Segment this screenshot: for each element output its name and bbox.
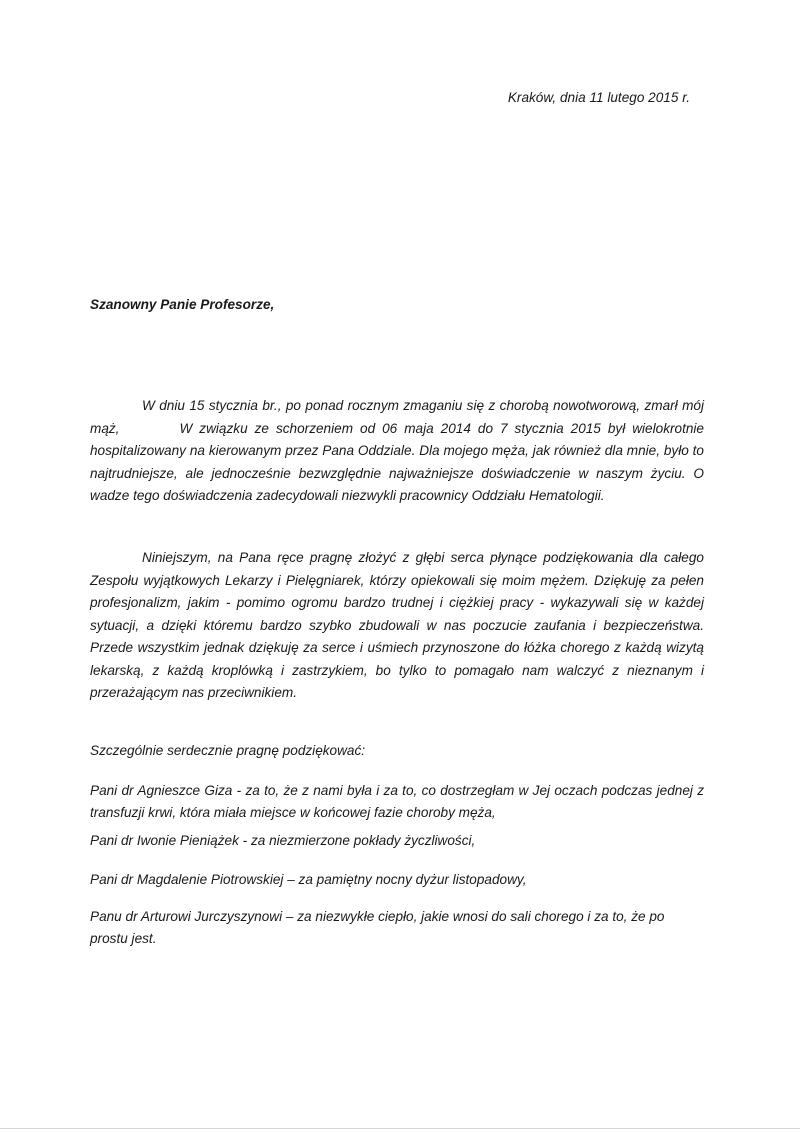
thanks-item-jurczyszyn: Panu dr Arturowi Jurczyszynowi – za niezwykłe ciepło, jakie wnosi do sali chorego i za to, że po prostu jest.: [90, 909, 665, 946]
paragraph-1-part-a: W dniu 15 stycznia br., po ponad rocznym zmaganiu się z chorobą nowotworową, zmarł mój mąż,: [90, 398, 704, 436]
thanks-item-giza: Pani dr Agnieszce Giza - za to, że z nami była i za to, co dostrzegłam w Jej oczach podczas jednej z transfuzji krwi, która miała miejsce w końcowej fazie choroby męża,: [90, 783, 704, 820]
paragraph-1-part-b: W związku ze schorzeniem od 06 maja 2014 do 7 stycznia 2015 był wielokrotnie hospitalizowany na kierowanym przez Pana Oddziale. Dla mojego męża, jak również dla mnie, było to najtrudniejsze, ale jednocześnie bezwzględnie najważniejsze doświadczenie w naszym życiu. O wadze tego doświadczenia zadecydowali niezwykli pracownicy Oddziału Hematologii.: [90, 420, 704, 503]
paragraph-2: Niniejszym, na Pana ręce pragnę złożyć z głębi serca płynące podziękowania dla całego Zespołu wyjątkowych Lekarzy i Pielęgniarek, którzy opiekowali się moim mężem. Dziękuję za pełen profesjonalizm, jakim - pomimo ogromu bardzo trudnej i ciężkiej pracy - wykazywali się w każdej sytuacji, a dzięki któremu bardzo szybko zbudowali w nas poczucie zaufania i bezpieczeństwa. Przede wszystkim jednak dziękuję za serce i uśmiech przynoszone do łóżka chorego z każdą wizytą lekarską, z każdą kroplówką i zastrzykiem, bo tylko to pomagało nam walczyć z nieznanym i przerażającym nas przeciwnikiem.: [90, 550, 704, 700]
salutation: Szanowny Panie Profesorze,: [90, 297, 275, 312]
letter-date: Kraków, dnia 11 lutego 2015 r.: [507, 90, 690, 105]
paragraph-1: [90, 395, 704, 508]
thanks-intro: Szczególnie serdecznie pragnę podziękować:: [90, 743, 366, 758]
page-bottom-edge: [0, 1128, 800, 1129]
thanks-item-pieniazek: Pani dr Iwonie Pieniążek - za niezmierzone pokłady życzliwości,: [90, 833, 476, 848]
thanks-item-piotrowska: Pani dr Magdalenie Piotrowskiej – za pamiętny nocny dyżur listopadowy,: [90, 872, 527, 887]
